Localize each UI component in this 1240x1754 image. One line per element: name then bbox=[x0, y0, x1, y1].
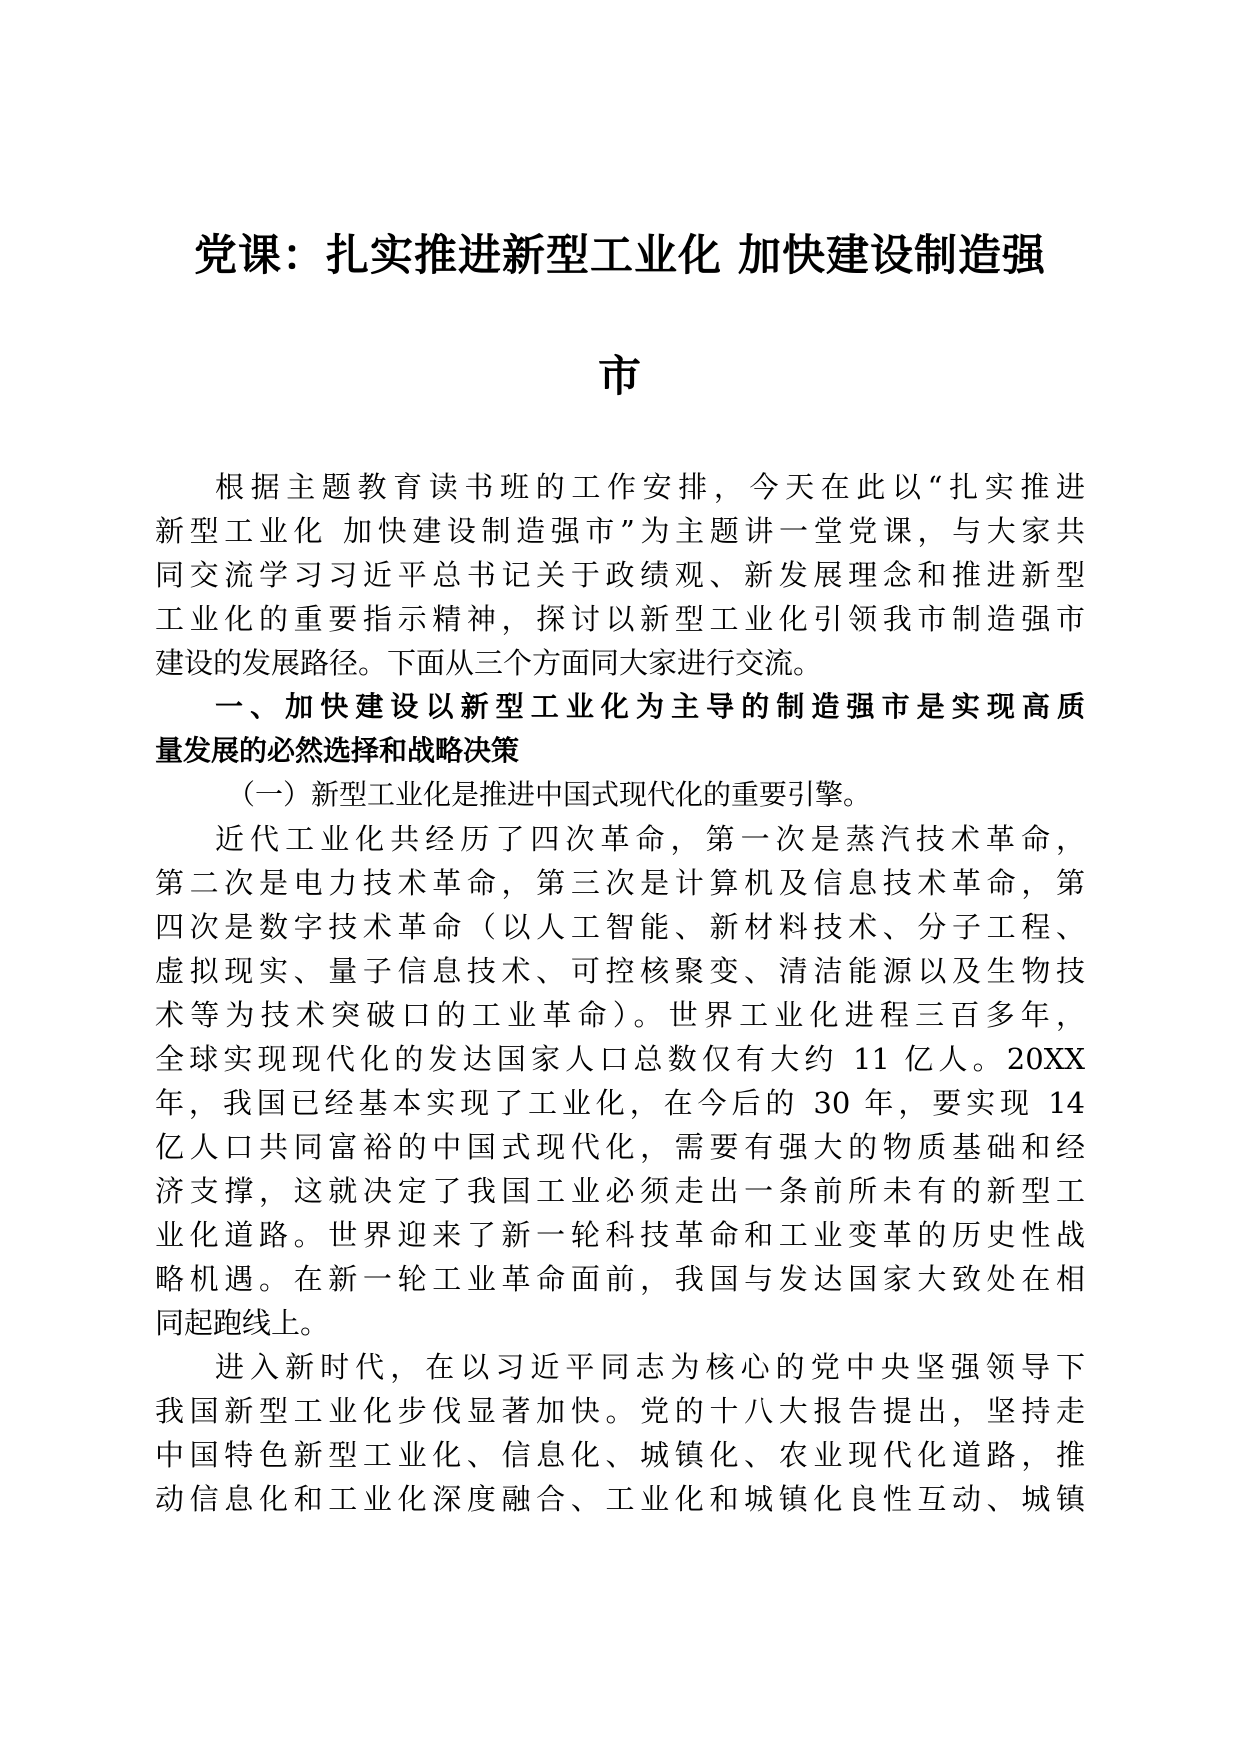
body-line: 四次是数字技术革命（以人工智能、新材料技术、分子工程、 bbox=[155, 910, 1085, 944]
body-line: 亿人口共同富裕的中国式现代化，需要有强大的物质基础和经 bbox=[155, 1130, 1085, 1164]
body-line: 年，我国已经基本实现了工业化，在今后的 30 年，要实现 14 bbox=[155, 1086, 1085, 1120]
body-line: 同交流学习习近平总书记关于政绩观、新发展理念和推进新型 bbox=[155, 558, 1085, 592]
body-line: 业化道路。世界迎来了新一轮科技革命和工业变革的历史性战 bbox=[155, 1218, 1085, 1252]
body-line: 动信息化和工业化深度融合、工业化和城镇化良性互动、城镇 bbox=[155, 1482, 1085, 1516]
document-title-line-1: 党课：扎实推进新型工业化 加快建设制造强 bbox=[194, 231, 1046, 281]
body-line: 工业化的重要指示精神，探讨以新型工业化引领我市制造强市 bbox=[155, 602, 1085, 636]
body-line: 略机遇。在新一轮工业革命面前，我国与发达国家大致处在相 bbox=[155, 1262, 1085, 1296]
body-line: 根据主题教育读书班的工作安排，今天在此以“扎实推进 bbox=[215, 470, 1085, 504]
document-body bbox=[155, 465, 1085, 1521]
subsection-heading: （一）新型工业化是推进中国式现代化的重要引擎。 bbox=[227, 778, 872, 811]
body-line: 术等为技术突破口的工业革命）。世界工业化进程三百多年， bbox=[155, 998, 1085, 1032]
body-line: 虚拟现实、量子信息技术、可控核聚变、清洁能源以及生物技 bbox=[155, 954, 1085, 988]
body-line: 建设的发展路径。下面从三个方面同大家进行交流。 bbox=[155, 646, 823, 680]
section-heading: 一、加快建设以新型工业化为主导的制造强市是实现高质 bbox=[215, 690, 1085, 723]
body-line: 济支撑，这就决定了我国工业必须走出一条前所未有的新型工 bbox=[155, 1174, 1085, 1208]
body-line: 近代工业化共经历了四次革命，第一次是蒸汽技术革命， bbox=[215, 822, 1085, 856]
body-line: 进入新时代，在以习近平同志为核心的党中央坚强领导下 bbox=[215, 1350, 1085, 1384]
document-title-line-2: 市 bbox=[598, 352, 642, 402]
body-line: 我国新型工业化步伐显著加快。党的十八大报告提出，坚持走 bbox=[155, 1394, 1085, 1428]
body-line: 同起跑线上。 bbox=[155, 1306, 330, 1340]
body-line: 新型工业化 加快建设制造强市”为主题讲一堂党课，与大家共 bbox=[155, 514, 1085, 548]
body-line: 第二次是电力技术革命，第三次是计算机及信息技术革命，第 bbox=[155, 866, 1085, 900]
section-heading: 量发展的必然选择和战略决策 bbox=[155, 734, 520, 767]
body-line: 中国特色新型工业化、信息化、城镇化、农业现代化道路，推 bbox=[155, 1438, 1085, 1472]
body-line: 全球实现现代化的发达国家人口总数仅有大约 11 亿人。20XX bbox=[155, 1042, 1085, 1076]
